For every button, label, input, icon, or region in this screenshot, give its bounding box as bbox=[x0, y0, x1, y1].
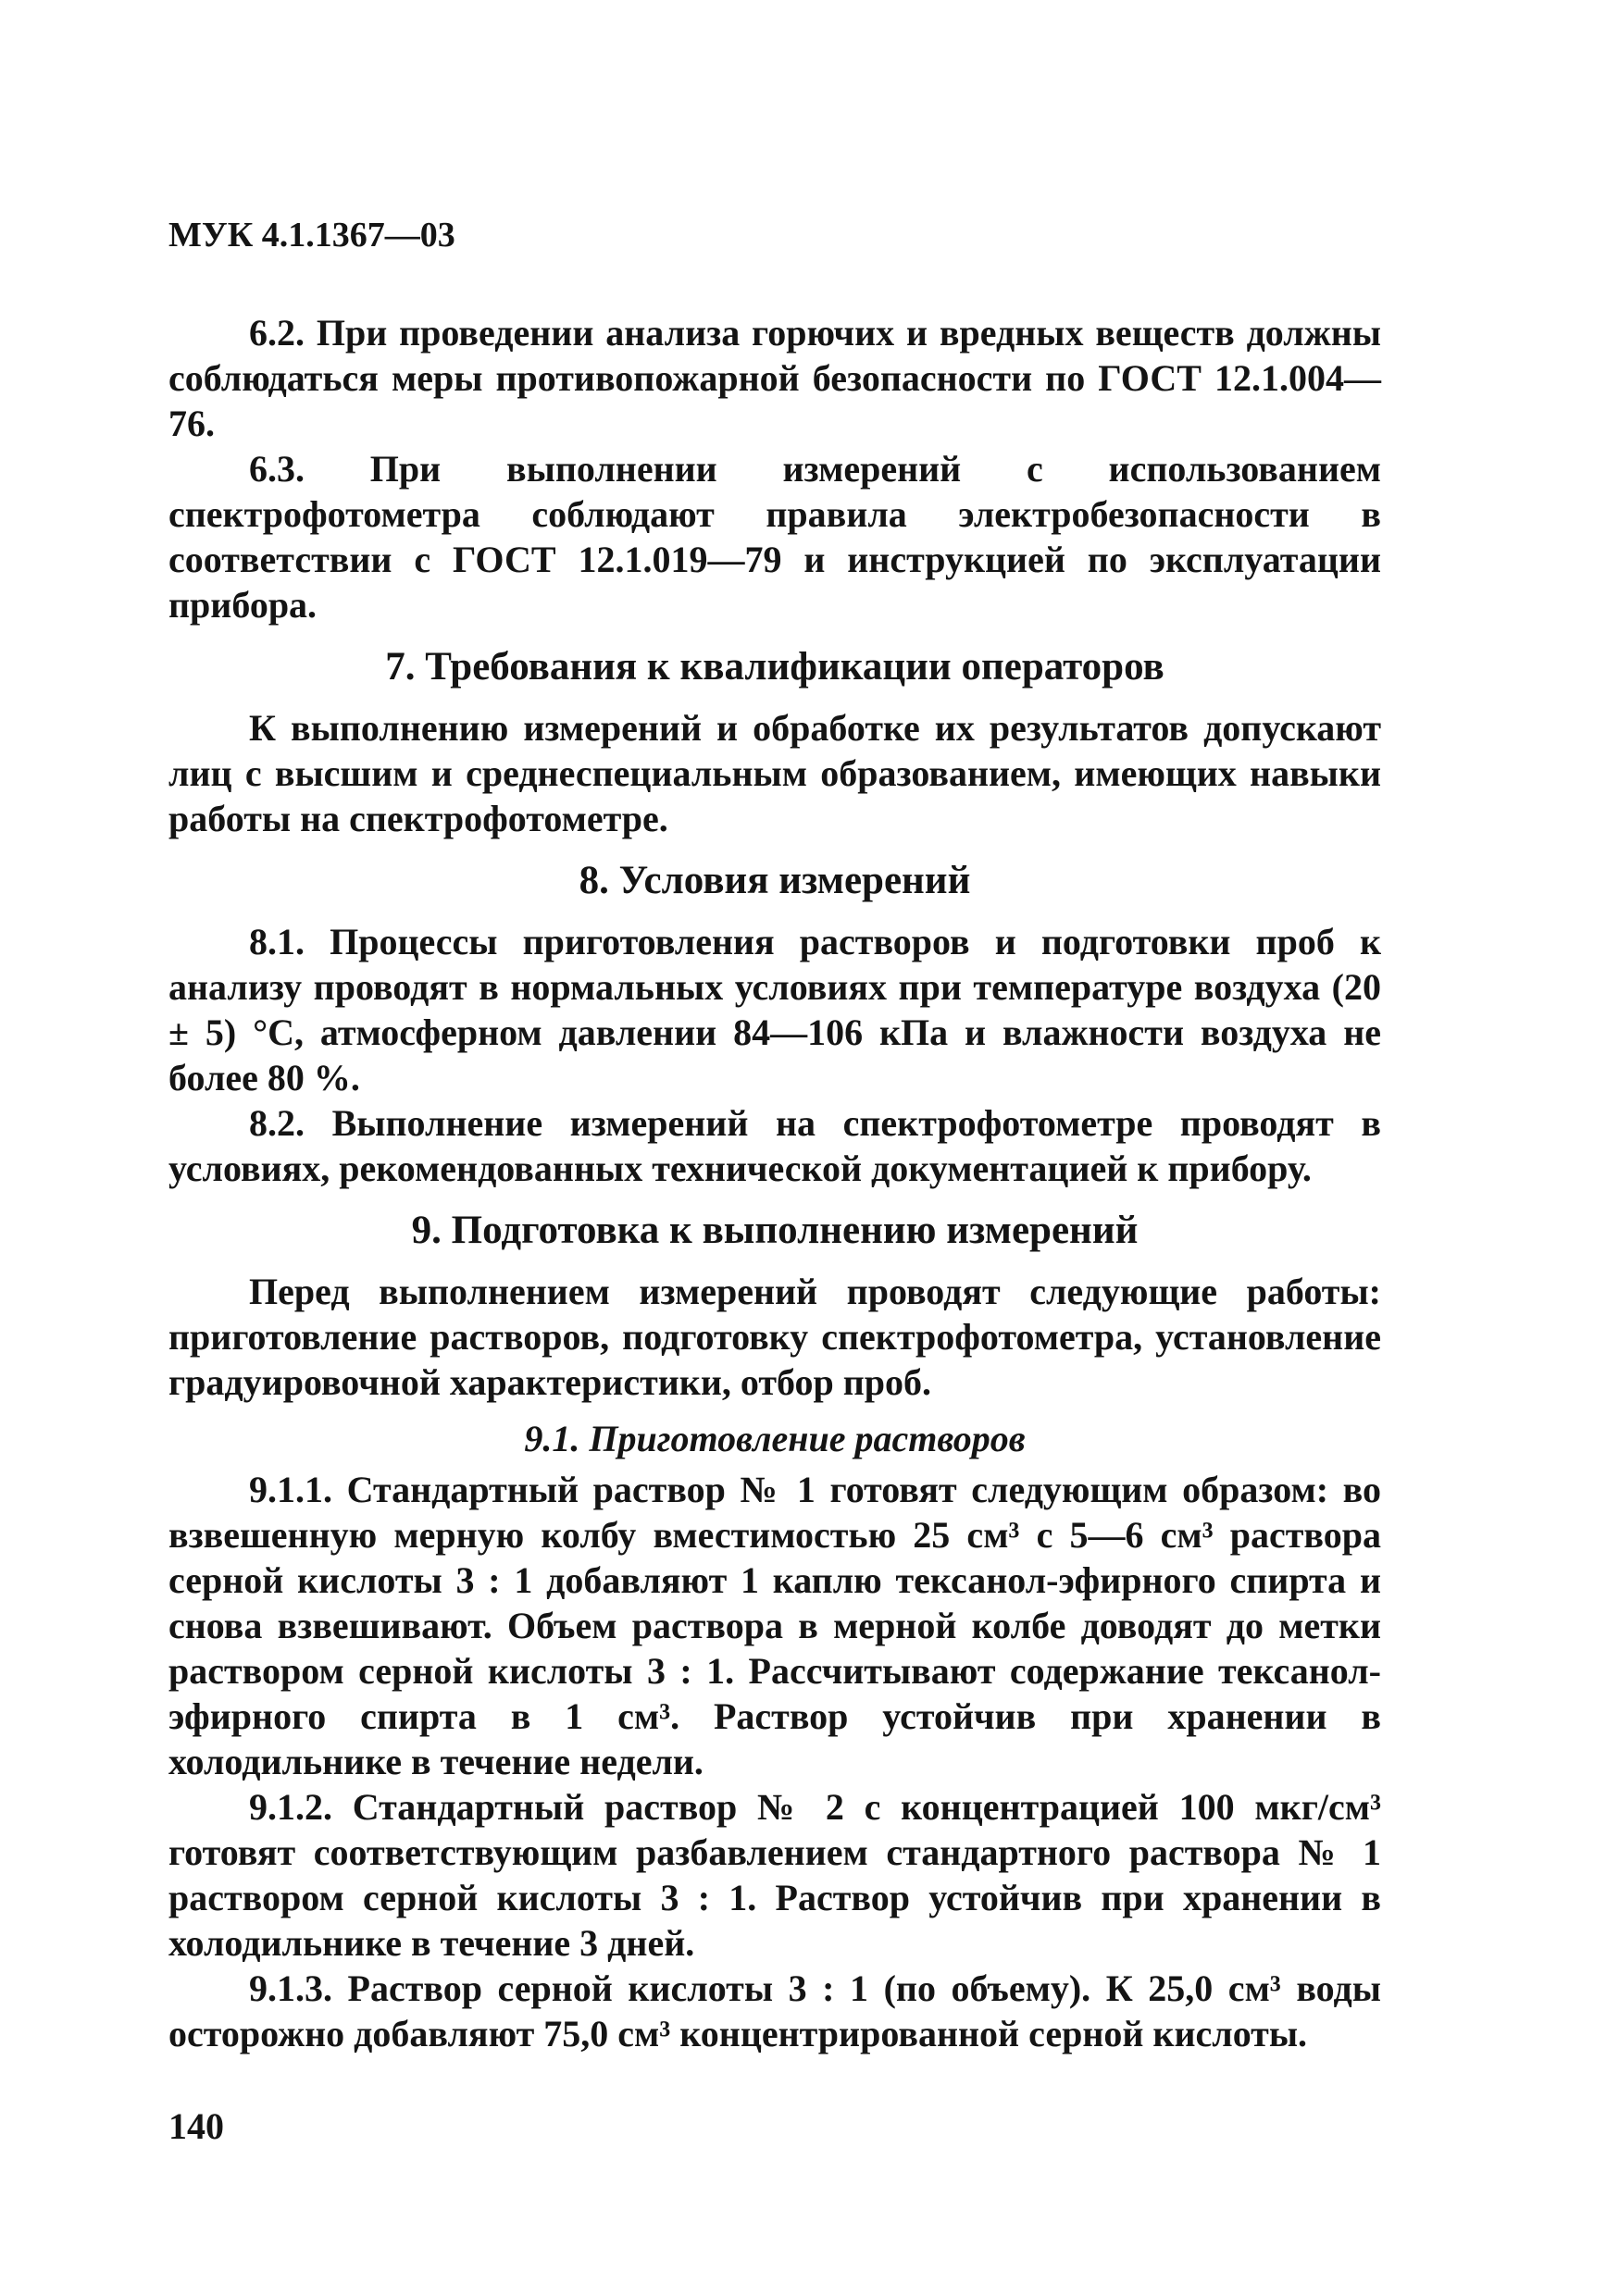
document-code-header: МУК 4.1.1367—03 bbox=[168, 216, 455, 254]
paragraph-7: К выполнению измерений и обработке их результатов допускают лиц с высшим и среднеспециальным образованием, имеющих навыки работы на спектрофотометре. bbox=[168, 707, 1381, 839]
paragraph-6-3: 6.3. При выполнении измерений с использованием спектрофотометра соблюдают правила электробезопасности в соответствии с ГОСТ 12.1.019—79 и инструкцией по эксплуатации прибора. bbox=[168, 448, 1381, 626]
paragraph-6-2: 6.2. При проведении анализа горючих и вредных веществ должны соблюдаться меры противопожарной безопасности по ГОСТ 12.1.004—76. bbox=[168, 312, 1381, 444]
paragraph-9: Перед выполнением измерений проводят следующие работы: приготовление растворов, подготовку спектрофотометра, установление градуировочной характеристики, отбор проб. bbox=[168, 1271, 1381, 1403]
section-heading-9: 9. Подготовка к выполнению измерений bbox=[411, 1209, 1139, 1252]
subsection-heading-9-1: 9.1. Приготовление растворов bbox=[524, 1418, 1026, 1459]
paragraph-9-1-1: 9.1.1. Стандартный раствор № 1 готовят следующим образом: во взвешенную мерную колбу вместимостью 25 см³ с 5—6 см³ раствора серной кислоты 3 : 1 добавляют 1 каплю тексанол-эфирного спирта и снова взвешивают. Объем раствора в мерной колбе доводят до метки раствором серной кислоты 3 : 1. Рассчитывают содержание тексанол-эфирного спирта в 1 см³. Раствор устойчив при хранении в холодильнике в течение недели. bbox=[168, 1469, 1381, 1782]
paragraph-8-1: 8.1. Процессы приготовления растворов и подготовки проб к анализу проводят в нормальных условиях при температуре воздуха (20 ± 5) °С, атмосферном давлении 84—106 кПа и влажности воздуха не более 80 %. bbox=[168, 921, 1381, 1098]
section-heading-7: 7. Требования к квалификации операторов bbox=[385, 645, 1164, 689]
document-body bbox=[168, 310, 1381, 2056]
paragraph-9-1-3: 9.1.3. Раствор серной кислоты 3 : 1 (по объему). К 25,0 см³ воды осторожно добавляют 75,0 см³ концентрированной серной кислоты. bbox=[168, 1967, 1381, 2054]
paragraph-9-1-2: 9.1.2. Стандартный раствор № 2 с концентрацией 100 мкг/см³ готовят соответствующим разбавлением стандартного раствора № 1 раствором серной кислоты 3 : 1. Раствор устойчив при хранении в холодильнике в течение 3 дней. bbox=[168, 1786, 1381, 1964]
section-heading-8: 8. Условия измерений bbox=[579, 859, 971, 902]
page-number: 140 bbox=[168, 2105, 224, 2147]
paragraph-8-2: 8.2. Выполнение измерений на спектрофотометре проводят в условиях, рекомендованных технической документацией к прибору. bbox=[168, 1102, 1381, 1189]
